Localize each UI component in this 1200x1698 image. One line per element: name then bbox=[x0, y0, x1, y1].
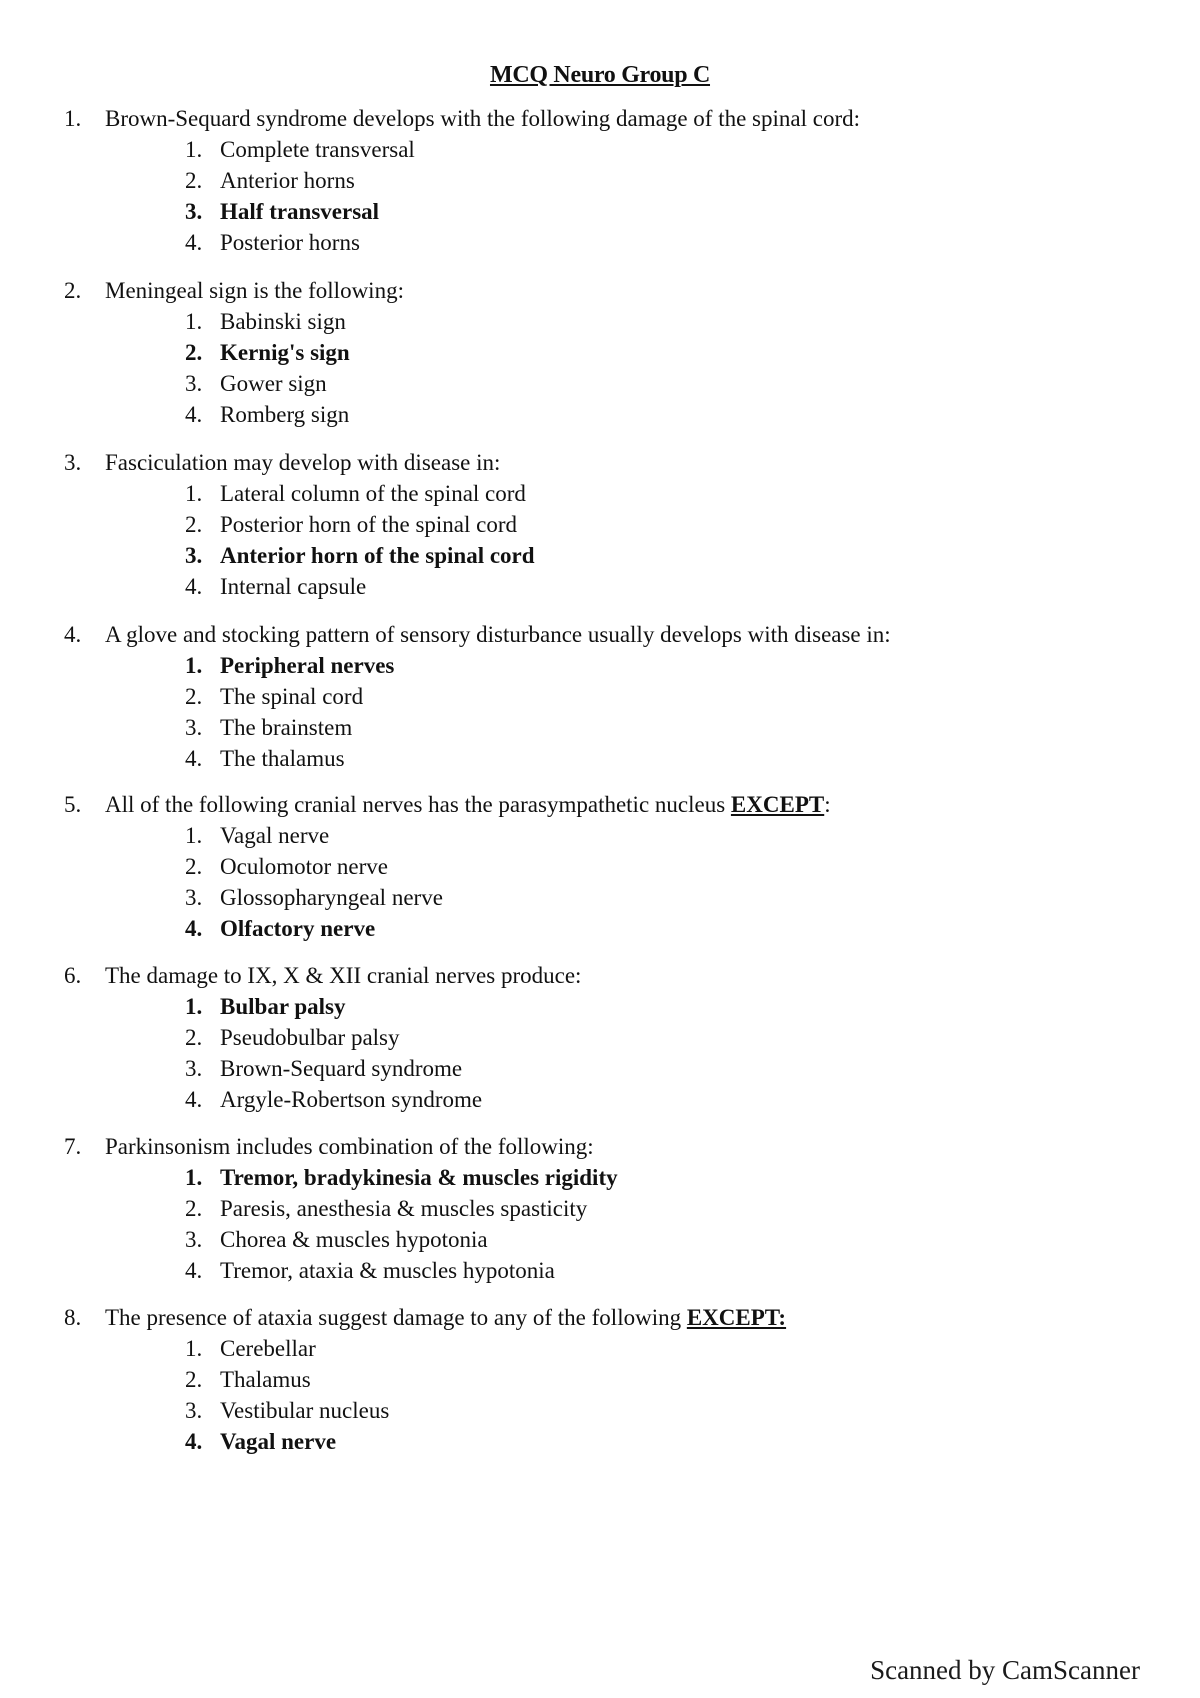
option-number: 3. bbox=[185, 715, 203, 740]
option-text: Posterior horn of the spinal cord bbox=[220, 512, 518, 537]
option-text: The brainstem bbox=[220, 715, 353, 740]
answer-option bbox=[185, 134, 1144, 165]
option-text: The spinal cord bbox=[220, 684, 364, 709]
question-stem bbox=[64, 447, 1144, 478]
option-text: Anterior horn of the spinal cord bbox=[220, 543, 535, 568]
answer-option-correct bbox=[185, 1426, 1144, 1457]
question-number: 1. bbox=[64, 106, 82, 131]
option-number: 1. bbox=[185, 823, 203, 848]
option-number: 3. bbox=[185, 543, 203, 568]
question-text: Parkinsonism includes combination of the following: bbox=[105, 1134, 594, 1159]
option-text: Oculomotor nerve bbox=[220, 854, 388, 879]
answer-option bbox=[185, 227, 1144, 258]
option-number: 3. bbox=[185, 1056, 203, 1081]
question-stem bbox=[64, 789, 1144, 820]
option-text: Olfactory nerve bbox=[220, 916, 376, 941]
option-text: Chorea & muscles hypotonia bbox=[220, 1227, 488, 1252]
answer-option bbox=[185, 882, 1144, 913]
answer-option bbox=[185, 478, 1144, 509]
question-stem bbox=[64, 960, 1144, 991]
answer-option bbox=[185, 1364, 1144, 1395]
question-4 bbox=[64, 619, 1144, 774]
option-text: Thalamus bbox=[220, 1367, 311, 1392]
question-6 bbox=[64, 960, 1144, 1115]
question-stem bbox=[64, 1131, 1144, 1162]
question-text: All of the following cranial nerves has the parasympathetic nucleus bbox=[105, 792, 731, 817]
option-text: Posterior horns bbox=[220, 230, 360, 255]
option-number: 1. bbox=[185, 481, 203, 506]
question-5 bbox=[64, 789, 1144, 944]
option-list bbox=[64, 306, 1144, 430]
question-text: A glove and stocking pattern of sensory disturbance usually develops with disease in: bbox=[105, 622, 891, 647]
question-8 bbox=[64, 1302, 1144, 1457]
option-text: Bulbar palsy bbox=[220, 994, 346, 1019]
answer-option bbox=[185, 165, 1144, 196]
answer-option bbox=[185, 743, 1144, 774]
question-2 bbox=[64, 275, 1144, 430]
option-number: 3. bbox=[185, 199, 203, 224]
option-text: Internal capsule bbox=[220, 574, 367, 599]
answer-option-correct bbox=[185, 991, 1144, 1022]
answer-option bbox=[185, 571, 1144, 602]
option-text: Tremor, ataxia & muscles hypotonia bbox=[220, 1258, 555, 1283]
question-number: 7. bbox=[64, 1134, 82, 1159]
option-number: 2. bbox=[185, 168, 203, 193]
option-number: 2. bbox=[185, 1196, 203, 1221]
option-number: 4. bbox=[185, 746, 203, 771]
option-list bbox=[64, 478, 1144, 602]
question-suffix: : bbox=[824, 792, 831, 817]
option-number: 4. bbox=[185, 402, 203, 427]
answer-option bbox=[185, 712, 1144, 743]
option-number: 1. bbox=[185, 994, 203, 1019]
answer-option bbox=[185, 820, 1144, 851]
option-text: Cerebellar bbox=[220, 1336, 316, 1361]
page-title: MCQ Neuro Group C bbox=[489, 62, 711, 88]
question-number: 4. bbox=[64, 622, 82, 647]
option-text: Peripheral nerves bbox=[220, 653, 395, 678]
option-number: 2. bbox=[185, 854, 203, 879]
option-number: 1. bbox=[185, 1336, 203, 1361]
option-text: Vagal nerve bbox=[220, 823, 330, 848]
answer-option bbox=[185, 306, 1144, 337]
option-text: Babinski sign bbox=[220, 309, 346, 334]
answer-option bbox=[185, 681, 1144, 712]
question-1 bbox=[64, 103, 1144, 258]
answer-option-correct bbox=[185, 1162, 1144, 1193]
answer-option bbox=[185, 1255, 1144, 1286]
option-text: Vestibular nucleus bbox=[220, 1398, 390, 1423]
option-number: 1. bbox=[185, 137, 203, 162]
answer-option-correct bbox=[185, 196, 1144, 227]
option-list bbox=[64, 991, 1144, 1115]
option-number: 2. bbox=[185, 1025, 203, 1050]
question-stem bbox=[64, 1302, 1144, 1333]
option-number: 4. bbox=[185, 916, 203, 941]
option-text: Brown-Sequard syndrome bbox=[220, 1056, 463, 1081]
option-number: 4. bbox=[185, 230, 203, 255]
option-list bbox=[64, 134, 1144, 258]
scanner-watermark: Scanned by CamScanner bbox=[870, 1655, 1140, 1685]
answer-option bbox=[185, 509, 1144, 540]
answer-option bbox=[185, 399, 1144, 430]
option-text: The thalamus bbox=[220, 746, 345, 771]
option-list bbox=[64, 1162, 1144, 1286]
option-number: 3. bbox=[185, 1227, 203, 1252]
option-number: 3. bbox=[185, 885, 203, 910]
question-emphasis: EXCEPT: bbox=[686, 1305, 787, 1330]
option-number: 4. bbox=[185, 1429, 203, 1454]
option-text: Glossopharyngeal nerve bbox=[220, 885, 443, 910]
answer-option bbox=[185, 1395, 1144, 1426]
option-text: Gower sign bbox=[220, 371, 327, 396]
option-number: 2. bbox=[185, 684, 203, 709]
option-text: Argyle-Robertson syndrome bbox=[220, 1087, 483, 1112]
option-text: Paresis, anesthesia & muscles spasticity bbox=[220, 1196, 588, 1221]
answer-option bbox=[185, 1053, 1144, 1084]
question-stem bbox=[64, 275, 1144, 306]
option-number: 3. bbox=[185, 1398, 203, 1423]
option-number: 3. bbox=[185, 371, 203, 396]
question-number: 8. bbox=[64, 1305, 82, 1330]
question-emphasis: EXCEPT bbox=[730, 792, 825, 817]
question-7 bbox=[64, 1131, 1144, 1286]
question-stem bbox=[64, 619, 1144, 650]
answer-option-correct bbox=[185, 650, 1144, 681]
question-number: 5. bbox=[64, 792, 82, 817]
question-text: The presence of ataxia suggest damage to any of the following bbox=[105, 1305, 687, 1330]
option-number: 1. bbox=[185, 309, 203, 334]
answer-option-correct bbox=[185, 337, 1144, 368]
option-text: Lateral column of the spinal cord bbox=[220, 481, 526, 506]
question-3 bbox=[64, 447, 1144, 602]
question-text: The damage to IX, X & XII cranial nerves produce: bbox=[105, 963, 582, 988]
option-number: 4. bbox=[185, 574, 203, 599]
question-number: 2. bbox=[64, 278, 82, 303]
option-text: Tremor, bradykinesia & muscles rigidity bbox=[220, 1165, 618, 1190]
option-number: 1. bbox=[185, 653, 203, 678]
option-text: Romberg sign bbox=[220, 402, 350, 427]
question-text: Meningeal sign is the following: bbox=[105, 278, 404, 303]
question-text: Fasciculation may develop with disease in: bbox=[105, 450, 501, 475]
question-number: 3. bbox=[64, 450, 82, 475]
question-number: 6. bbox=[64, 963, 82, 988]
answer-option bbox=[185, 368, 1144, 399]
option-list bbox=[64, 650, 1144, 774]
option-text: Pseudobulbar palsy bbox=[220, 1025, 400, 1050]
option-text: Anterior horns bbox=[220, 168, 355, 193]
option-number: 4. bbox=[185, 1087, 203, 1112]
answer-option-correct bbox=[185, 540, 1144, 571]
option-number: 2. bbox=[185, 1367, 203, 1392]
option-text: Vagal nerve bbox=[220, 1429, 337, 1454]
option-number: 4. bbox=[185, 1258, 203, 1283]
answer-option-correct bbox=[185, 913, 1144, 944]
question-stem bbox=[64, 103, 1144, 134]
answer-option bbox=[185, 1333, 1144, 1364]
answer-option bbox=[185, 1224, 1144, 1255]
answer-option bbox=[185, 1084, 1144, 1115]
answer-option bbox=[185, 851, 1144, 882]
option-list bbox=[64, 1333, 1144, 1457]
option-text: Complete transversal bbox=[220, 137, 415, 162]
option-text: Kernig's sign bbox=[220, 340, 350, 365]
answer-option bbox=[185, 1193, 1144, 1224]
option-number: 1. bbox=[185, 1165, 203, 1190]
option-list bbox=[64, 820, 1144, 944]
answer-option bbox=[185, 1022, 1144, 1053]
question-text: Brown-Sequard syndrome develops with the following damage of the spinal cord: bbox=[105, 106, 861, 131]
option-number: 2. bbox=[185, 340, 203, 365]
option-text: Half transversal bbox=[220, 199, 380, 224]
option-number: 2. bbox=[185, 512, 203, 537]
